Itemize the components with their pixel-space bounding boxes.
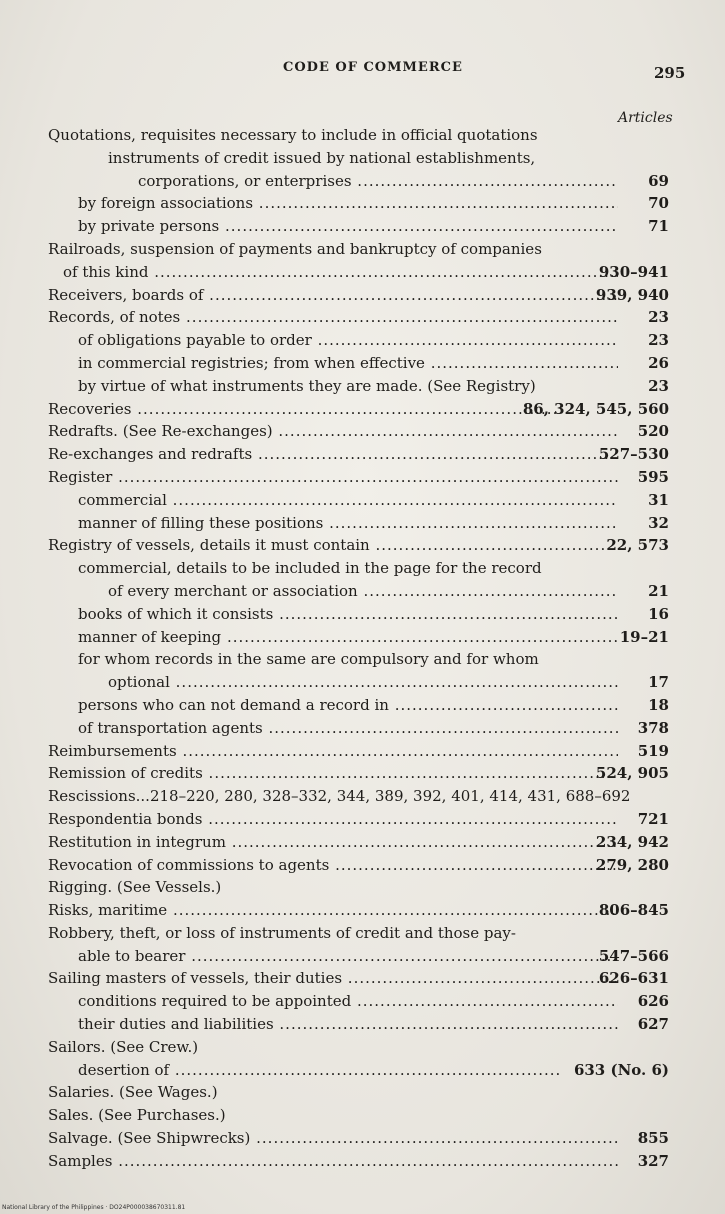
entry-article-ref: 721 — [637, 809, 669, 828]
index-entry — [0, 489, 725, 512]
entry-text: commercial, details to be included in the page for the record — [78, 559, 542, 578]
entry-article-ref: 527–530 — [598, 445, 669, 464]
entry-text: Salvage. (See Shipwrecks) ..... — [48, 1127, 618, 1150]
entry-text: of this kind ..... — [63, 261, 618, 284]
entry-article-ref: 32 — [648, 513, 669, 532]
index-entry — [0, 557, 725, 580]
entry-text: instruments of credit issued by national establishments, — [108, 148, 536, 167]
index-entry — [0, 215, 725, 238]
scan-credit: National Library of the Philippines · DO24P000038670311.81 — [2, 1204, 186, 1211]
index-entry — [0, 192, 725, 215]
entry-article-ref: 23 — [648, 376, 669, 395]
entry-text: Register ..... — [48, 466, 618, 489]
entry-article-ref: 327 — [637, 1151, 669, 1170]
entry-article-ref: 519 — [637, 741, 669, 760]
entry-article-ref: 806–845 — [598, 901, 669, 920]
index-entry — [0, 694, 725, 717]
entry-article-ref: 633 (No. 6) — [573, 1060, 669, 1079]
index-entry — [0, 466, 725, 489]
running-head: CODE OF COMMERCE — [283, 60, 463, 75]
index-entry — [0, 420, 725, 443]
index-entry — [0, 831, 725, 854]
entry-text: Recoveries ..... — [48, 398, 560, 421]
entry-article-ref: 23 — [648, 331, 669, 350]
index-entry — [0, 967, 725, 990]
index-entry — [0, 922, 725, 945]
entry-article-ref: 378 — [637, 718, 669, 737]
entry-text: of every merchant or association ..... — [108, 580, 618, 603]
entry-text: Rigging. (See Vessels.) — [48, 878, 222, 897]
entry-text: Revocation of commissions to agents ..... — [48, 854, 618, 877]
entry-article-ref: 21 — [648, 581, 669, 600]
entry-article-ref: 71 — [648, 217, 669, 236]
entry-text: by foreign associations ..... — [78, 192, 618, 215]
entry-article-ref: 70 — [648, 194, 669, 213]
index-entry — [0, 443, 725, 466]
entry-text: Sales. (See Purchases.) — [48, 1106, 226, 1125]
entry-text: Restitution in integrum ..... — [48, 831, 618, 854]
entry-article-ref: 520 — [637, 422, 669, 441]
entry-article-ref: 17 — [648, 673, 669, 692]
index-entry — [0, 626, 725, 649]
entry-text: Railroads, suspension of payments and bankruptcy of companies — [48, 239, 542, 258]
index-entry — [0, 284, 725, 307]
entry-text: conditions required to be appointed ..... — [78, 990, 618, 1013]
entry-text: able to bearer ..... — [78, 945, 618, 968]
index-entry — [0, 648, 725, 671]
index-entry — [0, 1127, 725, 1150]
index-entries — [0, 124, 725, 1173]
index-entry — [0, 671, 725, 694]
entry-text: desertion of ..... — [78, 1059, 560, 1082]
index-entry — [0, 717, 725, 740]
entry-text: Salaries. (See Wages.) — [48, 1083, 218, 1102]
entry-article-ref: 18 — [648, 695, 669, 714]
index-entry — [0, 534, 725, 557]
entry-text: books of which it consists ..... — [78, 603, 618, 626]
entry-article-ref: 930–941 — [598, 262, 669, 281]
index-entry — [0, 1150, 725, 1173]
index-entry — [0, 238, 725, 261]
entry-text: for whom records in the same are compulsory and for whom — [78, 650, 539, 669]
entry-text: Sailors. (See Crew.) — [48, 1037, 199, 1056]
index-entry — [0, 512, 725, 535]
index-entry — [0, 876, 725, 899]
entry-text: persons who can not demand a record in ..... — [78, 694, 618, 717]
entry-article-ref: 69 — [648, 171, 669, 190]
index-entry — [0, 1081, 725, 1104]
articles-column-heading: Articles — [618, 110, 673, 126]
entry-text: in commercial registries; from when effective ..... — [78, 352, 618, 375]
entry-text: manner of filling these positions ..... — [78, 512, 618, 535]
entry-text: Respondentia bonds ..... — [48, 808, 618, 831]
entry-text: Sailing masters of vessels, their duties ..... — [48, 967, 618, 990]
entry-text: Receivers, boards of ..... — [48, 284, 618, 307]
entry-text: Rescissions...218–220, 280, 328–332, 344, 389, 392, 401, 414, 431, 688–692 — [48, 787, 631, 806]
index-entry — [0, 261, 725, 284]
entry-article-ref: 855 — [637, 1129, 669, 1148]
index-entry — [0, 1036, 725, 1059]
entry-text: Remission of credits ..... — [48, 762, 618, 785]
entry-text: optional ..... — [108, 671, 618, 694]
entry-text: their duties and liabilities ..... — [78, 1013, 618, 1036]
entry-article-ref: 22, 573 — [606, 536, 669, 555]
entry-text: corporations, or enterprises ..... — [138, 170, 618, 193]
entry-article-ref: 23 — [648, 308, 669, 327]
entry-article-ref: 31 — [648, 490, 669, 509]
index-entry — [0, 1013, 725, 1036]
entry-text: Records, of notes ..... — [48, 306, 618, 329]
index-entry — [0, 147, 725, 170]
index-entry — [0, 945, 725, 968]
entry-article-ref: 595 — [637, 467, 669, 486]
index-entry — [0, 762, 725, 785]
entry-text: by private persons ..... — [78, 215, 618, 238]
index-entry — [0, 1059, 725, 1082]
entry-text: by virtue of what instruments they are made. (See Registry) — [78, 376, 536, 395]
entry-article-ref: 524, 905 — [595, 764, 669, 783]
entry-text: Robbery, theft, or loss of instruments of credit and those pay- — [48, 923, 516, 942]
entry-article-ref: 547–566 — [598, 946, 669, 965]
entry-article-ref: 26 — [648, 353, 669, 372]
entry-text: of transportation agents ..... — [78, 717, 618, 740]
index-entry — [0, 990, 725, 1013]
entry-text: manner of keeping ..... — [78, 626, 618, 649]
entry-text: Reimbursements ..... — [48, 740, 618, 763]
index-entry — [0, 854, 725, 877]
entry-text: Re-exchanges and redrafts ..... — [48, 443, 618, 466]
entry-text: Risks, maritime ..... — [48, 899, 618, 922]
entry-article-ref: 19–21 — [619, 627, 669, 646]
index-entry — [0, 603, 725, 626]
entry-text: Quotations, requisites necessary to include in official quotations — [48, 126, 538, 144]
entry-article-ref: 16 — [648, 604, 669, 623]
entry-article-ref: 626 — [637, 992, 669, 1011]
index-entry — [0, 740, 725, 763]
entry-article-ref: 626–631 — [598, 969, 669, 988]
index-entry — [0, 899, 725, 922]
entry-article-ref: 86, 324, 545, 560 — [522, 399, 669, 418]
index-entry — [0, 1104, 725, 1127]
entry-text: commercial ..... — [78, 489, 618, 512]
index-entry — [0, 808, 725, 831]
index-entry — [0, 124, 725, 147]
entry-text: Registry of vessels, details it must contain ..... — [48, 534, 618, 557]
index-entry — [0, 375, 725, 398]
page-number: 295 — [654, 64, 686, 82]
entry-article-ref: 939, 940 — [595, 285, 669, 304]
entry-article-ref: 234, 942 — [595, 832, 669, 851]
entry-text: Redrafts. (See Re-exchanges) ..... — [48, 420, 618, 443]
entry-article-ref: 627 — [637, 1015, 669, 1034]
index-entry — [0, 580, 725, 603]
index-entry — [0, 785, 725, 808]
index-entry — [0, 329, 725, 352]
index-entry — [0, 170, 725, 193]
entry-text: of obligations payable to order ..... — [78, 329, 618, 352]
entry-article-ref: 279, 280 — [595, 855, 669, 874]
entry-text: Samples ..... — [48, 1150, 618, 1173]
index-entry — [0, 352, 725, 375]
index-entry — [0, 306, 725, 329]
index-entry — [0, 398, 725, 421]
